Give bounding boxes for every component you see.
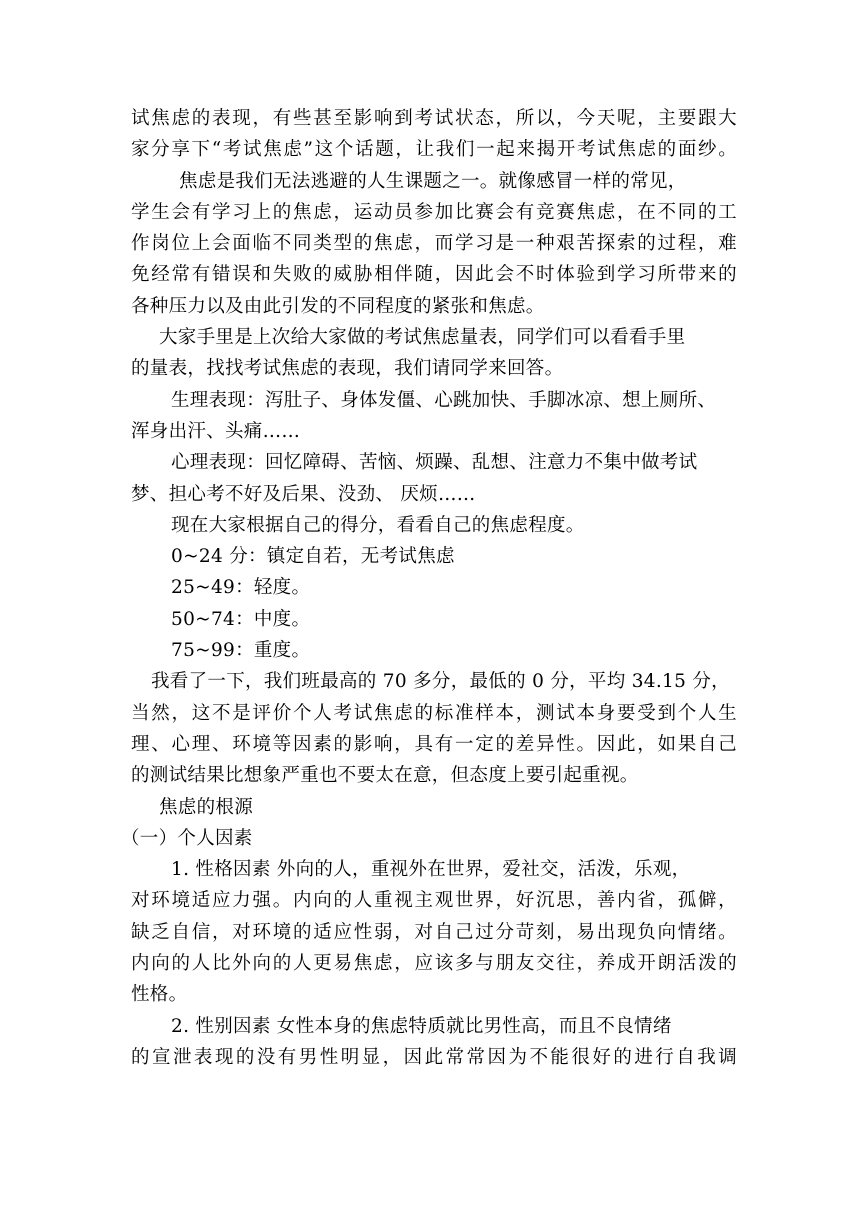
text-line: 对环境适应力强。内向的人重视主观世界，好沉思，善内省，孤僻， (131, 890, 737, 912)
text-line: 1. 性格因素 外向的人，重视外在世界，爱社交，活泼，乐观， (171, 859, 691, 881)
text-line: 性格。 (131, 984, 188, 1006)
text-line: 焦虑是我们无法逃避的人生课题之一。就像感冒一样的常见， (179, 170, 687, 192)
text-line: 焦虑的根源 (159, 796, 254, 818)
text-line: 生理表现：泻肚子、身体发僵、心跳加快、手脚冰凉、想上厕所、 (171, 389, 717, 411)
text-line: 缺乏自信，对环境的适应性弱，对自己过分苛刻，易出现负向情绪。 (131, 921, 737, 943)
text-line: 梦、担心考不好及后果、没劲、 厌烦…… (131, 483, 476, 505)
text-line: 的测试结果比想象严重也不要太在意，但态度上要引起重视。 (131, 765, 639, 787)
text-line: 作岗位上会面临不同类型的焦虑，而学习是一种艰苦探索的过程，难 (131, 233, 737, 255)
text-line: 大家手里是上次给大家做的考试焦虑量表，同学们可以看看手里 (159, 327, 686, 349)
text-line: 各种压力以及由此引发的不同程度的紧张和焦虑。 (131, 295, 545, 317)
text-line: 当然，这不是评价个人考试焦虑的标准样本，测试本身要受到个人生 (131, 702, 737, 724)
text-line: 的量表，找找考试焦虑的表现，我们请同学来回答。 (131, 358, 564, 380)
text-line: 75~99：重度。 (171, 640, 311, 662)
text-line: 学生会有学习上的焦虑，运动员参加比赛会有竞赛焦虑，在不同的工 (131, 201, 737, 223)
text-line: 25~49：轻度。 (171, 577, 311, 599)
text-line: 家分享下“考试焦虑”这个话题，让我们一起来揭开考试焦虑的面纱。 (131, 139, 737, 161)
text-line: 现在大家根据自己的得分，看看自己的焦虑程度。 (171, 514, 585, 536)
text-line: 50~74：中度。 (171, 608, 311, 630)
text-line: 免经常有错误和失败的威胁相伴随，因此会不时体验到学习所带来的 (131, 264, 737, 286)
text-line: 试焦虑的表现，有些甚至影响到考试状态，所以，今天呢，主要跟大 (131, 108, 737, 129)
text-line: 浑身出汗、头痛…… (131, 420, 301, 442)
document-body (121, 103, 737, 1073)
text-line: （一）个人因素 (121, 827, 253, 849)
text-line: 心理表现：回忆障碍、苦恼、烦躁、乱想、注意力不集中做考试 (171, 452, 698, 474)
text-line: 的宣泄表现的没有男性明显，因此常常因为不能很好的进行自我调 (131, 1046, 737, 1068)
text-line: 2. 性别因素 女性本身的焦虑特质就比男性高，而且不良情绪 (171, 1015, 672, 1037)
text-line: 内向的人比外向的人更易焦虑，应该多与朋友交往，养成开朗活泼的 (131, 953, 737, 975)
text-line: 0~24 分：镇定自若，无考试焦虑 (171, 546, 455, 568)
text-line: 理、心理、环境等因素的影响，具有一定的差异性。因此，如果自己 (131, 733, 737, 755)
text-line: 我看了一下，我们班最高的 70 多分，最低的 0 分，平均 34.15 分， (151, 671, 730, 693)
